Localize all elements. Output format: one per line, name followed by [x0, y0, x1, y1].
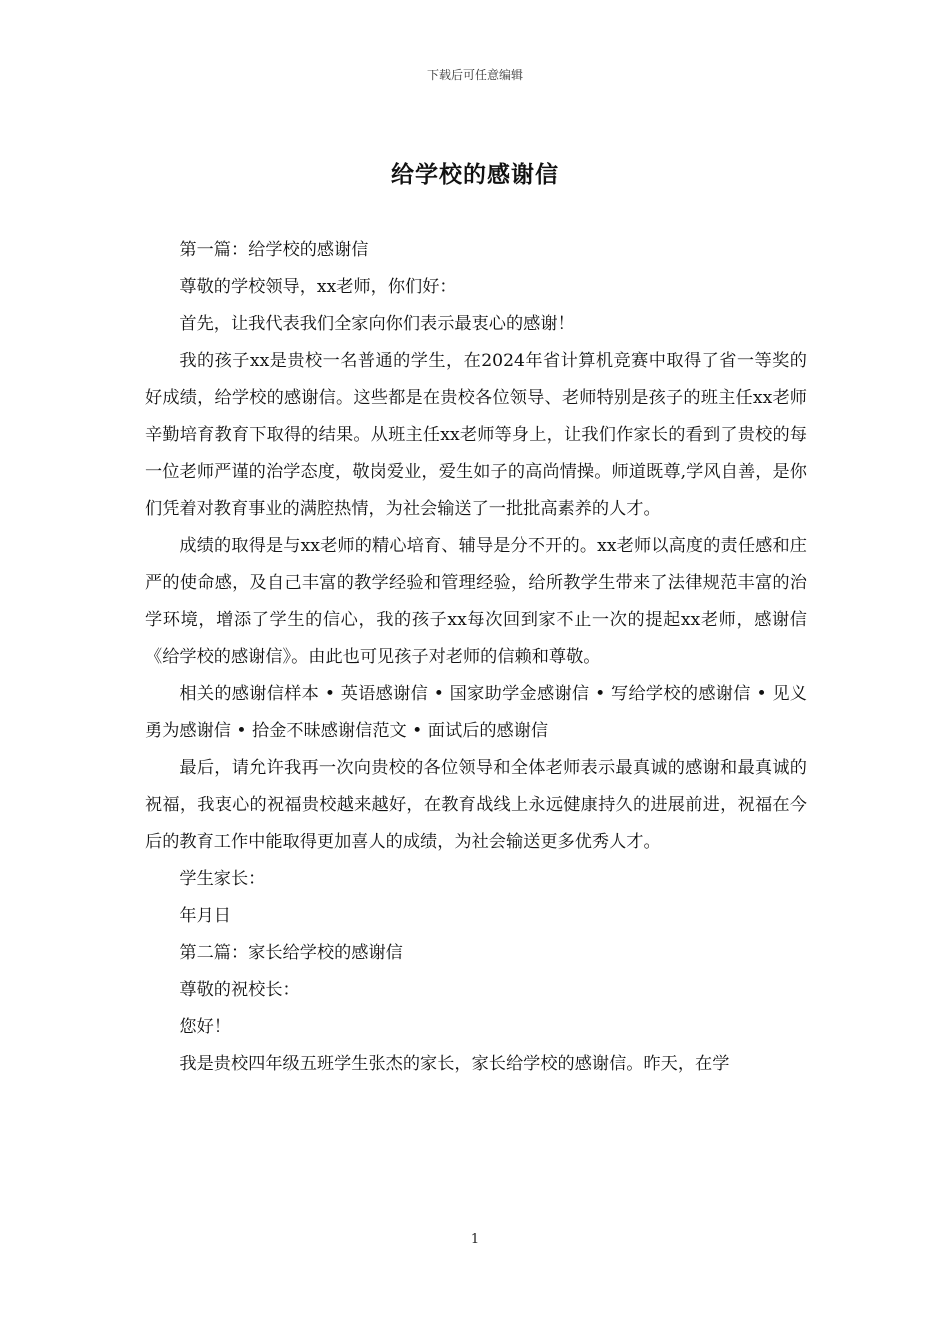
paragraph: 我的孩子xx是贵校一名普通的学生，在2024年省计算机竞赛中取得了省一等奖的好成绩，给学校的感谢信。这些都是在贵校各位领导、老师特别是孩子的班主任xx老师辛勤培育教育下取得的结果。从班主任xx老师等身上，让我们作家长的看到了贵校的每一位老师严谨的治学态度，敬岗爱业，爱生如子的高尚情操。师道既尊,学风自善，是你们凭着对教育事业的满腔热情，为社会输送了一批批高素养的人才。: [145, 351, 807, 519]
page-header: 下载后可任意编辑: [426, 68, 523, 82]
salutation-1: 尊敬的学校领导，xx老师，你们好：: [179, 277, 457, 297]
salutation-2: 尊敬的祝校长：: [179, 980, 300, 1000]
paragraph: 成绩的取得是与xx老师的精心培育、辅导是分不开的。xx老师以高度的责任感和庄严的使命感，及自己丰富的教学经验和管理经验，给所教学生带来了法律规范丰富的治学环境，增添了学生的信心，我的孩子xx每次回到家不止一次的提起xx老师，感谢信《给学校的感谢信》。由此也可见孩子对老师的信赖和尊敬。: [145, 536, 807, 667]
paragraph: 首先，让我代表我们全家向你们表示最衷心的感谢！: [179, 314, 575, 334]
section-heading-1: 第一篇：给学校的感谢信: [179, 240, 369, 260]
paragraph: 我是贵校四年级五班学生张杰的家长，家长给学校的感谢信。昨天，在学: [179, 1054, 730, 1074]
date-line: 年月日: [179, 906, 231, 926]
page-number: 1: [470, 1232, 480, 1247]
greeting: 您好！: [179, 1017, 231, 1037]
paragraph: 最后，请允许我再一次向贵校的各位领导和全体老师表示最真诚的感谢和最真诚的祝福，我衷心的祝福贵校越来越好，在教育战线上永远健康持久的进展前进，祝福在今后的教育工作中能取得更加喜人的成绩，为社会输送更多优秀人才。: [145, 758, 807, 852]
document-title: 给学校的感谢信: [391, 161, 559, 188]
signature-line: 学生家长：: [179, 869, 266, 889]
related-links: 相关的感谢信样本 • 英语感谢信 • 国家助学金感谢信 • 写给学校的感谢信 • 见义勇为感谢信 • 拾金不昧感谢信范文 • 面试后的感谢信: [145, 684, 807, 741]
document-body: [145, 232, 807, 1083]
section-heading-2: 第二篇：家长给学校的感谢信: [179, 943, 403, 963]
